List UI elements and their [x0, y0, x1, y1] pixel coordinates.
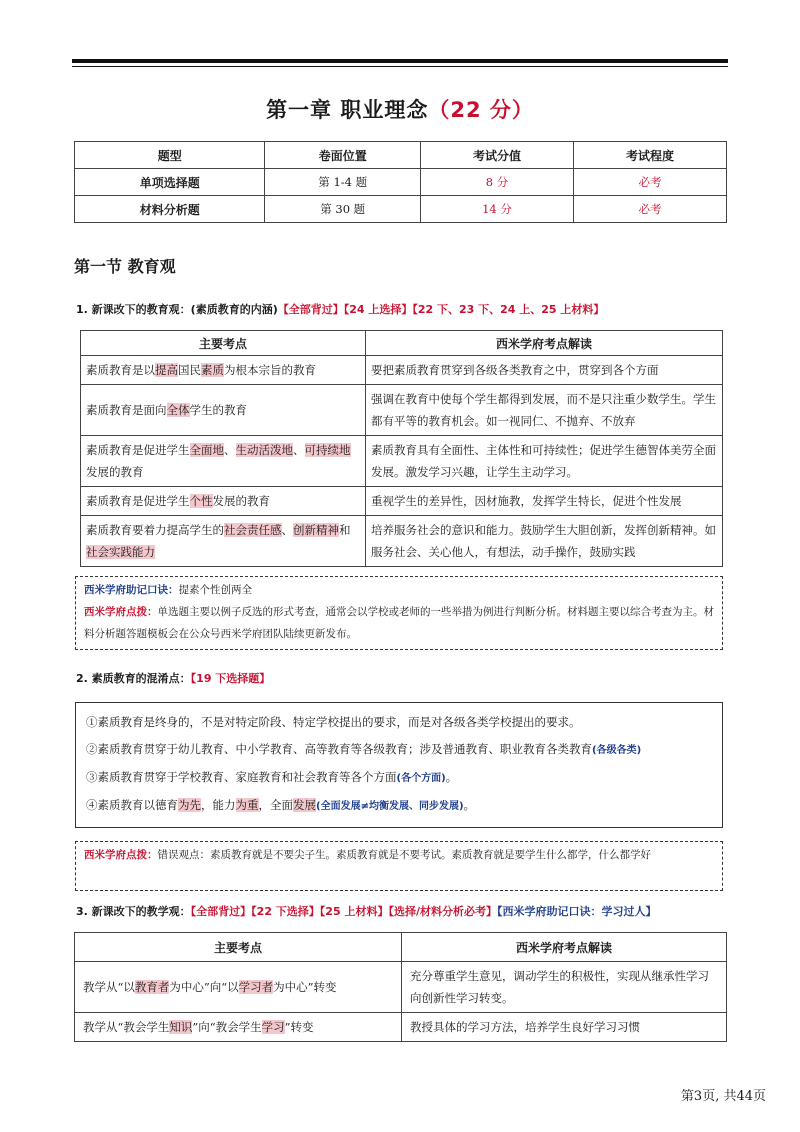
table-row: [75, 169, 727, 196]
interpretation-cell: 要把素质教育贯穿到各级各类教育之中，贯穿到各个方面: [366, 356, 723, 385]
table-row: [81, 385, 723, 436]
text: 、: [281, 523, 293, 537]
table-header-row: [75, 142, 727, 169]
question-heading-3: [76, 903, 656, 919]
confusion-item: [86, 792, 712, 820]
interpretation-cell: 素质教育具有全面性、主体性和可持续性；促进学生德智体美劳全面发展。激发学习兴趣，让学生主动学习。: [366, 436, 723, 487]
item-text: ④素质教育以德育: [86, 798, 178, 812]
key-point-cell: [75, 962, 402, 1013]
key-point-cell: [75, 1013, 402, 1042]
item-text: ①素质教育是终身的，不是对特定阶段、特定学校提出的要求，而是对各级各类学校提出的要求。: [86, 715, 581, 729]
highlight: 学习: [261, 1020, 285, 1034]
item-text: 。: [445, 770, 458, 784]
table-row: [75, 962, 727, 1013]
text: 学生的教育: [189, 403, 247, 417]
highlight: 全体: [166, 403, 190, 417]
score-cell: 14 分: [421, 196, 574, 223]
mnemonic-text: 提素个性创两全: [178, 584, 252, 596]
item-text: ③素质教育贯穿于学校教育、家庭教育和社会教育等各个方面: [86, 770, 397, 784]
highlight: 提高: [155, 363, 178, 377]
highlight: 知识: [169, 1020, 193, 1034]
header-cell: 主要考点: [81, 331, 366, 356]
interpretation-cell: 充分尊重学生意见，调动学生的积极性，实现从继承性学习向创新性学习转变。: [402, 962, 727, 1013]
chapter-title: [0, 94, 800, 124]
interpretation-cell: 培养服务社会的意识和能力。鼓励学生大胆创新，发挥创新精神。如服务社会、关心他人，有想法，动手操作，鼓励实践: [366, 516, 723, 567]
text: 素质教育是促进学生: [86, 494, 190, 508]
quality-education-table: [80, 330, 723, 567]
text: 和: [339, 523, 351, 537]
confusion-item: [86, 736, 712, 764]
position-cell: 第 1-4 题: [265, 169, 421, 196]
text: 素质教育是面向: [86, 403, 167, 417]
text: 素质教育是促进学生: [86, 443, 190, 457]
text: 素质教育要着力提高学生的: [86, 523, 224, 537]
item-note: (各个方面): [396, 773, 446, 784]
question-tags: 【全部背过】【24 上选择】【22 下、23 下、24 上、25 上材料】: [277, 303, 605, 316]
confusion-points-box: [75, 702, 723, 828]
question-type-cell: 材料分析题: [75, 196, 265, 223]
interpretation-cell: 重视学生的差异性，因材施教，发挥学生特长，促进个性发展: [366, 487, 723, 516]
table-row: [81, 516, 723, 567]
text: 为中心”转变: [273, 980, 337, 994]
highlight: 可持续地: [304, 443, 351, 457]
header-cell: 考试分值: [421, 142, 574, 169]
header-cell: 主要考点: [75, 933, 402, 962]
mnemonic-label: 西米学府助记口诀：: [84, 584, 179, 596]
text: 发展的教育: [212, 494, 270, 508]
table-row: [81, 436, 723, 487]
item-text: ②素质教育贯穿于幼儿教育、中小学教育、高等教育等各级教育；涉及普通教育、职业教育各类教育: [86, 742, 592, 756]
highlight: 为重: [235, 798, 259, 812]
highlight: 素质: [201, 363, 224, 377]
key-point-cell: [81, 487, 366, 516]
text: 国民: [178, 363, 201, 377]
chapter-score: （22 分）: [428, 98, 534, 122]
question-tags: 【19 下选择题】: [190, 672, 271, 685]
teaching-view-table: [74, 932, 727, 1042]
highlight: 个性: [189, 494, 213, 508]
text: 为中心”向“以: [169, 980, 239, 994]
item-text: 。: [463, 798, 476, 812]
page-number: 第3页, 共44页: [680, 1089, 766, 1104]
highlight: 发展: [293, 798, 316, 812]
tip-label: 西米学府点拨：: [84, 606, 158, 618]
exam-info-table: [74, 141, 727, 223]
degree-cell: 必考: [573, 169, 726, 196]
interpretation-cell: 强调在教育中使每个学生都得到发展，而不是只注重少数学生。学生都有平等的教育机会。如一视同仁、不抛弃、不放弃: [366, 385, 723, 436]
tip-box-2: [75, 841, 723, 891]
table-row: [81, 356, 723, 385]
tip-box-1: [75, 576, 723, 650]
question-text: 1. 新课改下的教育观：(素质教育的内涵): [76, 303, 278, 316]
tip-text: 单选题主要以例子反选的形式考查，通常会以学校或老师的一些举措为例进行判断分析。材料题主要以综合考查为主。材料分析题答题模板会在公众号西米学府团队陆续更新发布。: [84, 606, 714, 640]
table-header-row: [81, 331, 723, 356]
table-row: [75, 1013, 727, 1042]
item-text: ，全面: [258, 798, 293, 812]
text: 教学从“以: [83, 980, 135, 994]
text: 为根本宗旨的教育: [224, 363, 316, 377]
header-rule-thick: [72, 59, 728, 63]
item-note: (各级各类): [592, 745, 642, 756]
highlight: 社会实践能力: [86, 545, 155, 559]
text: 素质教育是以: [86, 363, 155, 377]
text: ”转变: [284, 1020, 314, 1034]
key-point-cell: [81, 436, 366, 487]
table-header-row: [75, 933, 727, 962]
question-heading-1: [76, 301, 604, 317]
tip-label: 西米学府点拨：: [84, 849, 158, 861]
degree-cell: 必考: [573, 196, 726, 223]
header-rule-thin: [72, 66, 728, 67]
highlight: 为先: [178, 798, 201, 812]
header-cell: 考试程度: [573, 142, 726, 169]
question-heading-2: [76, 670, 270, 686]
highlight: 生动活泼地: [235, 443, 293, 457]
table-row: [75, 196, 727, 223]
chapter-title-main: 第一章 职业理念: [266, 98, 429, 122]
text: 、: [224, 443, 236, 457]
mnemonic-line: [84, 579, 714, 601]
highlight: 社会责任感: [224, 523, 282, 537]
tip-line: [84, 601, 714, 645]
text: 教学从“教会学生: [83, 1020, 170, 1034]
key-point-cell: [81, 385, 366, 436]
question-text: 2. 素质教育的混淆点：: [76, 672, 191, 685]
section-title: 第一节 教育观: [74, 257, 176, 276]
confusion-item: [86, 709, 712, 736]
text: 发展的教育: [86, 465, 144, 479]
interpretation-cell: 教授具体的学习方法，培养学生良好学习习惯: [402, 1013, 727, 1042]
table-row: [81, 487, 723, 516]
score-cell: 8 分: [421, 169, 574, 196]
confusion-item: [86, 764, 712, 792]
highlight: 全面地: [189, 443, 224, 457]
header-cell: 卷面位置: [265, 142, 421, 169]
header-cell: 西米学府考点解读: [366, 331, 723, 356]
text: 、: [293, 443, 305, 457]
header-cell: 题型: [75, 142, 265, 169]
item-text: ，能力: [201, 798, 236, 812]
highlight: 创新精神: [293, 523, 339, 537]
question-type-cell: 单项选择题: [75, 169, 265, 196]
question-mnemonic: 【西米学府助记口诀：学习过人】: [496, 905, 657, 918]
key-point-cell: [81, 356, 366, 385]
question-tags: 【全部背过】【22 下选择】【25 上材料】【选择/材料分析必考】: [190, 905, 497, 918]
highlight: 学习者: [238, 980, 274, 994]
item-note: (全面发展≠均衡发展、同步发展): [316, 801, 464, 812]
key-point-cell: [81, 516, 366, 567]
header-cell: 西米学府考点解读: [402, 933, 727, 962]
tip-line: [84, 844, 714, 866]
text: ”向“教会学生: [192, 1020, 262, 1034]
highlight: 教育者: [134, 980, 170, 994]
position-cell: 第 30 题: [265, 196, 421, 223]
question-text: 3. 新课改下的教学观：: [76, 905, 191, 918]
tip-text: 错误观点：素质教育就是不要尖子生。素质教育就是不要考试。素质教育就是要学生什么都学，什么都学好: [157, 849, 651, 861]
